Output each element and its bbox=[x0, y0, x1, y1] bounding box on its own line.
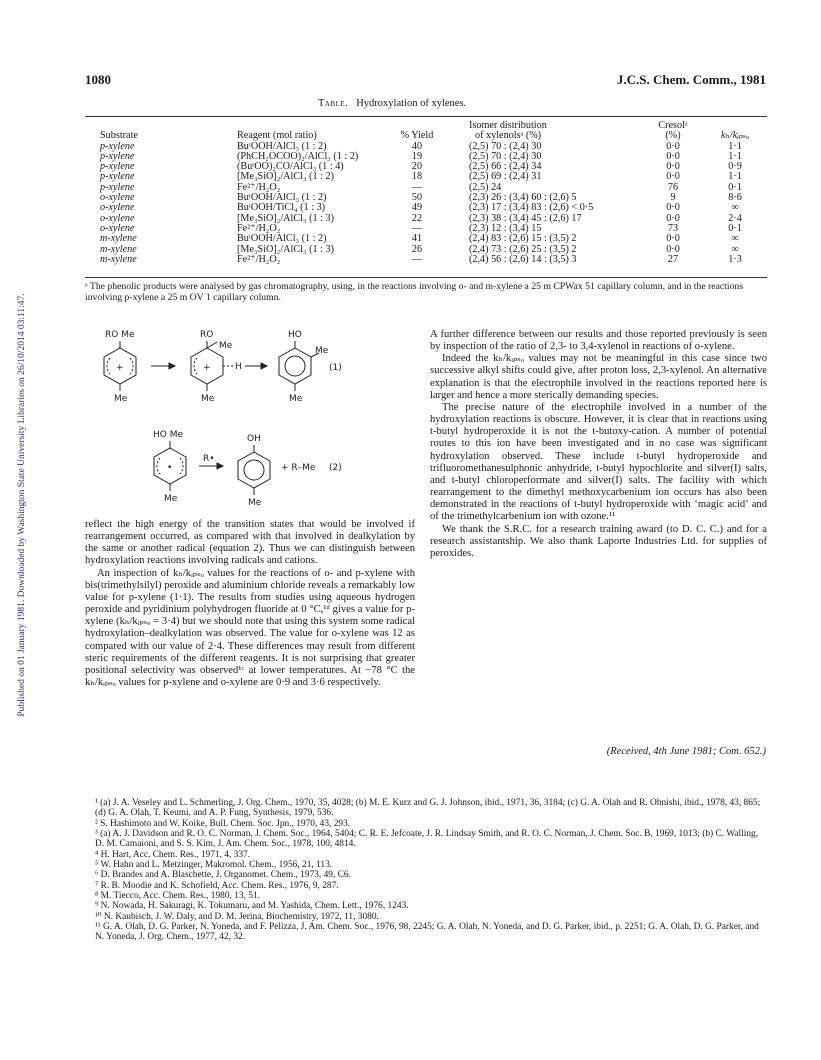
cell-isomers: (2,4) 73 : (2,6) 25 : (3,5) 2 bbox=[469, 243, 577, 255]
right-column bbox=[430, 329, 767, 560]
eq2-byproduct: + R–Me bbox=[281, 463, 316, 473]
cell-yield: 19 bbox=[411, 150, 423, 162]
right-para-2: Indeed the kₕ/kᵢₚₛₒ values may not be meaningful in this case since two successive alkyl shifts could give, after proton loss, 2,3-xylenol. An alternative explanation is that the electrophile involved in the reactions reported here is larger and hence a more sterically demanding species. bbox=[430, 353, 767, 401]
header-isomer-1: Isomer distribution bbox=[469, 120, 547, 131]
table-row bbox=[100, 172, 764, 182]
cell-isomers: (2,4) 83 : (2,6) 15 : (3,5) 2 bbox=[469, 233, 577, 245]
download-watermark: Published on 01 January 1981. Downloaded by Washington State University Libraries on 26/10/2014 03:11:47. bbox=[17, 293, 27, 717]
table-caption-label: Table. bbox=[318, 98, 349, 109]
cell-reagent: [Me₃SiO]₂/AlCl₃ (1 : 3) bbox=[237, 243, 334, 255]
cell-reagent: BuᵗOOH/AlCl₃ (1 : 2) bbox=[237, 140, 327, 152]
cell-substrate: o-xylene bbox=[100, 192, 135, 204]
cell-substrate: o-xylene bbox=[100, 212, 135, 224]
table-row bbox=[100, 183, 764, 193]
eq1-b-h: H bbox=[235, 362, 242, 372]
cell-yield: 41 bbox=[411, 233, 423, 245]
table-row bbox=[100, 193, 764, 203]
header-yield: % Yield bbox=[400, 130, 434, 142]
cell-substrate: p-xylene bbox=[100, 150, 135, 162]
cell-yield: 40 bbox=[411, 140, 423, 152]
header-cresol-2: (%) bbox=[665, 130, 681, 142]
cell-ratio: 2·4 bbox=[728, 212, 742, 224]
eq1-b-bottom: Me bbox=[201, 394, 215, 404]
table-caption-text: Hydroxylation of xylenes. bbox=[356, 98, 467, 109]
table-row bbox=[100, 214, 764, 224]
table-row bbox=[100, 255, 764, 265]
table-row bbox=[100, 162, 764, 172]
cell-cresol: 0·0 bbox=[666, 212, 680, 224]
eq1-product-phenol bbox=[279, 341, 319, 391]
right-para-4: We thank the S.R.C. for a research training award (to D. C. C.) and for a research assistantship. We also thank Laporte Industries Ltd. for supplies of peroxides. bbox=[430, 523, 767, 559]
cell-ratio: ∞ bbox=[731, 202, 739, 214]
table-row bbox=[100, 224, 764, 234]
cell-isomers: (2,5) 66 : (2,4) 34 bbox=[469, 161, 542, 173]
eq2-label: (2) bbox=[329, 463, 342, 473]
cell-isomers: (2,5) 70 : (2,4) 30 bbox=[469, 150, 542, 162]
cell-cresol: 0·0 bbox=[666, 140, 680, 152]
cell-reagent: BuᵗOOH/TiCl₄ (1 : 3) bbox=[237, 202, 326, 214]
cell-isomers: (2,5) 24 bbox=[469, 181, 502, 193]
cell-reagent: BuᵗOOH/AlCl₃ (1 : 2) bbox=[237, 192, 327, 204]
cell-ratio: 1·1 bbox=[728, 171, 742, 183]
cell-substrate: p-xylene bbox=[100, 181, 135, 193]
eq2-a-dot: • bbox=[167, 463, 173, 473]
cell-substrate: o-xylene bbox=[100, 202, 135, 214]
cell-yield: 22 bbox=[411, 212, 423, 224]
cell-substrate: p-xylene bbox=[100, 171, 135, 183]
cell-substrate: m-xylene bbox=[100, 233, 137, 245]
reference-5: ⁵ W. Hahn and L. Metzinger, Makromol. Chem., 1956, 21, 113. bbox=[95, 860, 333, 871]
cell-cresol: 0·0 bbox=[666, 202, 680, 214]
cell-yield: — bbox=[411, 222, 423, 234]
cell-ratio: 0·1 bbox=[728, 181, 742, 193]
cell-yield: 50 bbox=[411, 192, 423, 204]
eq1-c-bottom: Me bbox=[289, 394, 303, 404]
header-ratio: kₕ/kᵢₚₛₒ bbox=[720, 130, 750, 142]
cell-yield: 26 bbox=[411, 243, 423, 255]
reference-2: ² S. Hashimoto and W. Koike, Bull. Chem. Soc. Jpn., 1970, 43, 293. bbox=[95, 818, 351, 829]
eq2-reagent: R• bbox=[203, 454, 215, 464]
cell-substrate: o-xylene bbox=[100, 222, 135, 234]
left-para-1: reflect the high energy of the transition states that would be involved if rearrangement occurred, as compared with that involved in dealkylation by the same or another radical (equation 2). Thus we can distinguish between hydroxylation reactions involving radicals and cations. bbox=[85, 519, 415, 567]
reference-1: ¹ (a) J. A. Veseley and L. Schmerling, J. Org. Chem., 1970, 35, 4028; (b) M. E. Kurz and G. J. Johnson, ibid., 1971, 36, 3184; (c) G. A. Olah and R. Ohnishi, ibid., 1978, 43, 865; (d) G. A. Olah, T. Keumi, and A. P. Fung, Synthesis, 1979, 536. bbox=[95, 798, 761, 819]
cell-ratio: 1·1 bbox=[728, 150, 742, 162]
eq1-a-top: RO Me bbox=[105, 330, 135, 340]
eq2-b-top: OH bbox=[247, 434, 261, 444]
cell-isomers: (2,3) 26 : (3,4) 60 : (2,6) 5 bbox=[469, 192, 577, 204]
right-para-1: A further difference between our results and those reported previously is seen by inspection of the ratio of 2,3- to 3,4-xylenol in reactions of o-xylene. bbox=[430, 329, 767, 353]
cell-isomers: (2,5) 69 : (2,4) 31 bbox=[469, 171, 542, 183]
table-row bbox=[100, 203, 764, 213]
eq1-b-top: RO bbox=[200, 330, 214, 340]
table-row bbox=[100, 234, 764, 244]
header-isomer-2: of xylenolsᵃ (%) bbox=[475, 130, 542, 142]
reference-4: ⁴ H. Hart, Acc. Chem. Res., 1971, 4, 337. bbox=[95, 849, 251, 860]
table-header-row-2 bbox=[100, 131, 764, 141]
cell-substrate: m-xylene bbox=[100, 253, 137, 265]
table-row bbox=[100, 152, 764, 162]
reference-8: ⁸ M. Tiecco, Acc. Chem. Res., 1980, 13, 51. bbox=[95, 891, 260, 902]
cell-reagent: Fe²⁺/H₂O₂ bbox=[237, 253, 281, 265]
results-table bbox=[100, 121, 764, 265]
reaction-schemes bbox=[85, 325, 415, 515]
eq1-a-plus: + bbox=[116, 363, 124, 373]
table-bottom-rule bbox=[85, 277, 767, 278]
cell-ratio: 8·6 bbox=[728, 192, 742, 204]
eq2-product-phenol bbox=[238, 445, 270, 495]
reference-7: ⁷ R. B. Moodie and K. Schofield, Acc. Chem. Res., 1976, 9, 287. bbox=[95, 880, 339, 891]
reference-6: ⁶ D. Brandes and A. Blaschette, J. Organomet. Chem., 1973, 49, C6. bbox=[95, 870, 351, 881]
cell-reagent: [Me₃SiO]₂/AlCl₃ (1 : 3) bbox=[237, 212, 334, 224]
cell-substrate: p-xylene bbox=[100, 161, 135, 173]
eq1-c-me: Me bbox=[315, 346, 329, 356]
page-number: 1080 bbox=[85, 72, 111, 87]
table-footnote: ᵃ The phenolic products were analysed by gas chromatography, using, in the reactions involving o- and m-xylene a 25 m CPWax 51 capillary column, and in the reactions involving p-xylene a 25 m OV 1 capillary column. bbox=[85, 281, 744, 303]
table-row bbox=[100, 245, 764, 255]
cell-ratio: ∞ bbox=[731, 233, 739, 245]
cell-yield: 18 bbox=[411, 171, 423, 183]
table-caption bbox=[318, 98, 466, 109]
reference-11: ¹¹ G. A. Olah, D. G. Parker, N. Yoneda, and F. Pelizza, J. Am. Chem. Soc., 1976, 98, 2245; G. A. Olah, N. Yoneda, and D. G. Parker, ibid., p. 2251; G. A. Olah, D. G. Parker, and N. Yoneda, J. Org. Chem., 1977, 42, 32. bbox=[95, 922, 759, 943]
eq1-b-me: Me bbox=[219, 341, 233, 351]
cell-substrate: m-xylene bbox=[100, 243, 137, 255]
cell-cresol: 0·0 bbox=[666, 171, 680, 183]
cell-reagent: BuᵗOOH/AlCl₃ (1 : 2) bbox=[237, 233, 327, 245]
references bbox=[85, 798, 767, 943]
cell-yield: — bbox=[411, 253, 423, 265]
table-top-rule bbox=[85, 116, 767, 117]
cell-yield: 49 bbox=[411, 202, 423, 214]
eq1-arrowhead-2 bbox=[261, 363, 267, 369]
cell-isomers: (2,5) 70 : (2,4) 30 bbox=[469, 140, 542, 152]
header-reagent: Reagent (mol ratio) bbox=[237, 130, 317, 142]
cell-isomers: (2,4) 56 : (2,6) 14 : (3,5) 3 bbox=[469, 253, 577, 265]
cell-cresol: 27 bbox=[667, 253, 679, 265]
header-cresol-1: Cresolᵃ bbox=[658, 120, 688, 131]
eq1-b-plus: + bbox=[203, 363, 211, 373]
cell-cresol: 0·0 bbox=[666, 233, 680, 245]
reference-9: ⁹ N. Nowada, H. Sakuragi, K. Tokumaru, and M. Yashida, Chem. Lett., 1976, 1243. bbox=[95, 901, 409, 912]
eq2-a-bottom: Me bbox=[164, 494, 178, 504]
eq2-a-top: HO Me bbox=[153, 430, 184, 440]
cell-ratio: ∞ bbox=[731, 243, 739, 255]
cell-cresol: 0·0 bbox=[666, 161, 680, 173]
header-substrate: Substrate bbox=[100, 130, 138, 142]
cell-substrate: p-xylene bbox=[100, 140, 135, 152]
left-column bbox=[85, 519, 415, 689]
eq1-arrowhead-1 bbox=[169, 363, 175, 369]
journal-header: J.C.S. Chem. Comm., 1981 bbox=[616, 72, 766, 87]
cell-reagent: Fe²⁺/H₂O₂ bbox=[237, 181, 281, 193]
cell-reagent: [Me₃SiO]₂/AlCl₃ (1 : 2) bbox=[237, 171, 334, 183]
reference-10: ¹⁰ N. Kaubisch, J. W. Daly, and D. M. Jerina, Biochemistry, 1972, 11, 3080. bbox=[95, 911, 379, 922]
reference-3: ³ (a) A. J. Davidson and R. O. C. Norman, J. Chem. Soc., 1964, 5404; C. R. E. Jefcoate, J. R. Lindsay Smith, and R. O. C. Norman, J. Chem. Soc. B, 1969, 1013; (b) C. Walling, D. M. Camaioni, and S. S. Kim, J. Am. Chem. Soc., 1978, 100, 4814. bbox=[95, 829, 759, 850]
cell-reagent: (BuᵗOO)₂CO/AlCl₃ (1 : 4) bbox=[237, 161, 344, 173]
eq2-arrowhead bbox=[217, 463, 223, 469]
cell-isomers: (2,3) 12 : (3,4) 15 bbox=[469, 222, 542, 234]
cell-cresol: 0·0 bbox=[666, 243, 680, 255]
eq1-label: (1) bbox=[329, 363, 342, 373]
cell-isomers: (2,3) 38 : (3,4) 45 : (2,6) 17 bbox=[469, 212, 582, 224]
cell-yield: 20 bbox=[411, 161, 423, 173]
table-row bbox=[100, 142, 764, 152]
eq2-b-bottom: Me bbox=[248, 498, 262, 508]
cell-ratio: 1·1 bbox=[728, 140, 742, 152]
cell-ratio: 0·1 bbox=[728, 222, 742, 234]
cell-cresol: 76 bbox=[667, 181, 679, 193]
eq1-a-bottom: Me bbox=[114, 394, 128, 404]
cell-ratio: 1·3 bbox=[728, 253, 742, 265]
eq1-c-top: HO bbox=[288, 330, 302, 340]
received-line: (Received, 4th June 1981; Com. 652.) bbox=[606, 746, 766, 757]
cell-yield: — bbox=[411, 181, 423, 193]
cell-reagent: (PhCH₂OCOO)₂/AlCl₃ (1 : 2) bbox=[237, 150, 359, 162]
cell-cresol: 0·0 bbox=[666, 150, 680, 162]
cell-ratio: 0·9 bbox=[728, 161, 742, 173]
left-para-2: An inspection of kₕ/kᵢₚₛₒ values for the reactions of o- and p-xylene with bis(trimethylsilyl) peroxide and aluminium chloride reveals a remarkably low value for p-xylene (1·1). The results from studies using aqueous hydrogen peroxide and pyridinium polyhydrogen fluoride at 0 °C,¹ᵈ gives a value for p-xylene (kₕ/kᵢₚₛₒ = 3·4) but we should note that using this system some radical hydroxylation–dealkylation was observed. The value for o-xylene was 12 as compared with our value of 2·4. These differences may result from different steric requirements of the different reagents. It is not surprising that greater positional selectivity was observed¹ᶜ at lower temperatures. At −78 °C the kₕ/kᵢₚₛₒ values for p-xylene and o-xylene are 0·9 and 3·6 respectively. bbox=[85, 567, 415, 689]
cell-reagent: Fe²⁺/H₂O₂ bbox=[237, 222, 281, 234]
cell-cresol: 9 bbox=[670, 192, 676, 204]
right-para-3: The precise nature of the electrophile involved in a number of the hydroxylation reactions is obscure. However, it is clear that in reactions using t-butyl hydroperoxide it is not the t-butoxy-cation. A number of potential routes to this ion have been investigated and in no case was significant hydroxylation observed. These include t-butyl hydroperoxide and trifluoromethanesulphonic anhydride, t-butyl hypochlorite and silver(I) salts, and t-butyl chloroperformate and silver(I) salts. The facility with which rearrangement to the dimethyl methoxycarbenium ion occurs has also been demonstrated in the reactions of t-butyl hydroperoxide with ‘magic acid’ and of the trimethylcarbenium ion with ozone.¹¹ bbox=[430, 401, 767, 523]
cell-cresol: 73 bbox=[667, 222, 679, 234]
cell-isomers: (2,3) 17 : (3,4) 83 : (2,6) < 0·5 bbox=[469, 202, 594, 214]
